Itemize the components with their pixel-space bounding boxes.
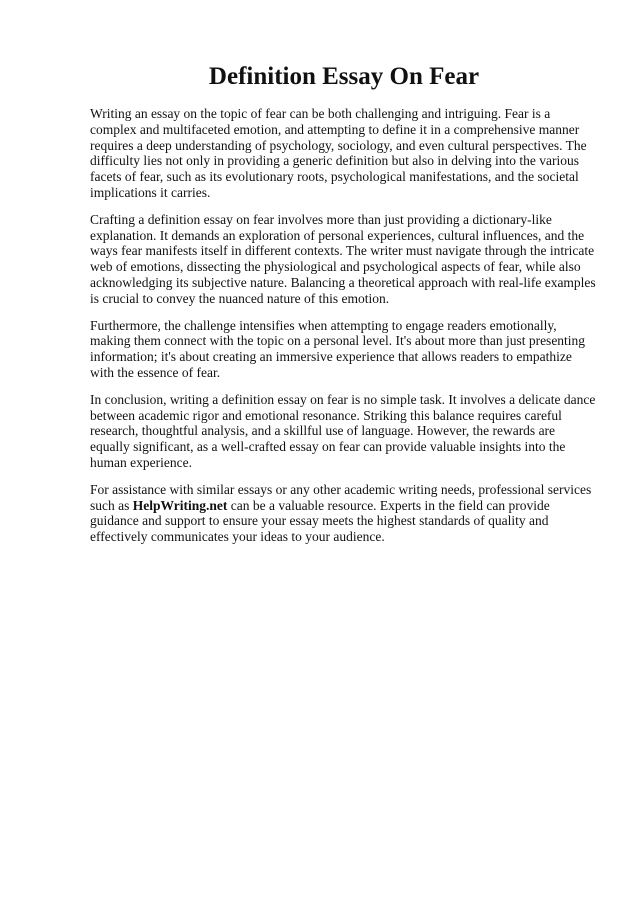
paragraph-3: Furthermore, the challenge intensifies when attempting to engage readers emotionally, making them connect with the topic on a personal level. It's about more than just presenting information; it's about creating an immersive experience that allows readers to empathize with the essence of fear. <box>90 317 586 380</box>
paragraph-1: Writing an essay on the topic of fear can be both challenging and intriguing. Fear is a complex and multifaceted emotion, and attempting to define it in a comprehensive manner requires a deep understanding of psychology, sociology, and even cultural perspectives. The difficulty lies not only in providing a generic definition but also in delving into the various facets of fear, such as its evolutionary roots, psychological manifestations, and the societal implications it carries. <box>90 106 587 200</box>
helpwriting-link[interactable]: HelpWriting.net <box>132 497 228 513</box>
paragraph-4: In conclusion, writing a definition essay on fear is no simple task. It involves a delicate dance between academic rigor and emotional resonance. Striking this balance requires careful research, thoughtful analysis, and a skillful use of language. However, the rewards are equally significant, as a well-crafted essay on fear can provide valuable insights into the human experience. <box>90 391 596 470</box>
page-title: Definition Essay On Fear <box>208 63 480 90</box>
document-page <box>90 62 598 556</box>
paragraph-5 <box>90 482 598 545</box>
paragraph-2: Crafting a definition essay on fear involves more than just providing a dictionary-like explanation. It demands an exploration of personal experiences, cultural influences, and the ways fear manifests itself in different contexts. The writer must navigate through the intricate web of emotions, dissecting the physiological and psychological aspects of fear, while also acknowledging its subjective nature. Balancing a theoretical approach with real-life examples is crucial to convey the nuanced nature of this emotion. <box>90 211 596 306</box>
paragraph-5-text-before-link: For assistance with similar essays or any other academic writing needs, professional services such as <box>90 481 592 513</box>
paragraph-5-text-after-link: can be a valuable resource. Experts in the field can provide guidance and support to ensure your essay meets the highest standards of quality and effectively communicates your ideas to your audience. <box>90 497 550 545</box>
